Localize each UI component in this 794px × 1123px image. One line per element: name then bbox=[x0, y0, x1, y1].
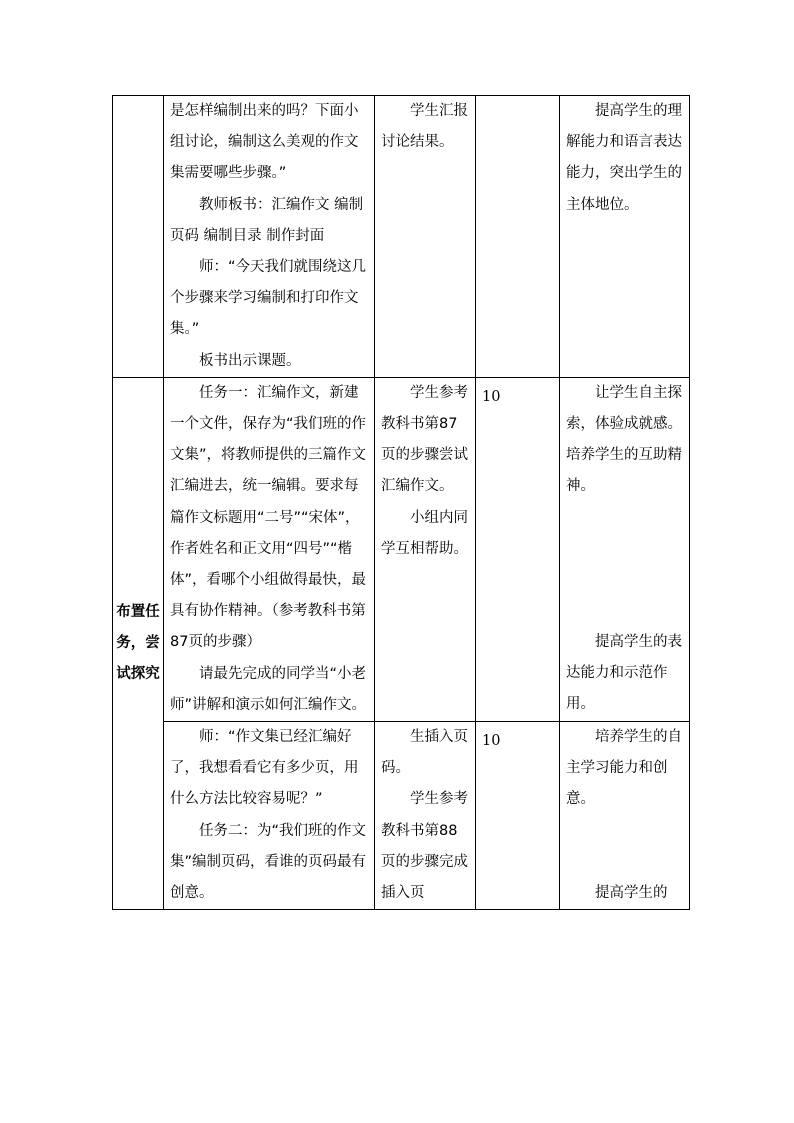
time-cell: 10 bbox=[476, 377, 560, 721]
table-row bbox=[113, 722, 690, 910]
paragraph: 学生汇报讨论结果。 bbox=[381, 103, 468, 151]
paragraph: 提高学生的 bbox=[595, 884, 668, 901]
design-intent-cell bbox=[560, 377, 690, 721]
paragraph: 小组内同学互相帮助。 bbox=[381, 509, 468, 557]
time-cell bbox=[476, 96, 560, 378]
teacher-activity-cell bbox=[164, 377, 375, 721]
student-activity-cell bbox=[375, 96, 476, 378]
table-row bbox=[113, 96, 690, 378]
stage-cell: 布置任务，尝试探究 bbox=[113, 377, 164, 909]
paragraph: 学生参考教科书第88页的步骤完成插入页 bbox=[381, 791, 468, 902]
lesson-plan-table bbox=[112, 95, 690, 910]
spacer bbox=[566, 503, 685, 627]
paragraph: 学生参考教科书第87页的步骤尝试汇编作文。 bbox=[381, 384, 468, 495]
paragraph: 板书出示课题。 bbox=[199, 352, 301, 369]
paragraph: 让学生自主探索，体验成就感。培养学生的互助精神。 bbox=[566, 384, 682, 495]
paragraph: 生插入页码。 bbox=[381, 729, 468, 777]
paragraph: 教师板书：汇编作文 编制页码 编制目录 制作封面 bbox=[170, 196, 364, 244]
table-row bbox=[113, 377, 690, 721]
paragraph: 是怎样编制出来的吗？下面小组讨论，编制这么美观的作文集需要哪些步骤。” bbox=[170, 103, 359, 182]
paragraph: 任务二：为“我们班的作文集”编制页码，看谁的页码最有创意。 bbox=[170, 822, 367, 902]
time-cell: 10 bbox=[476, 722, 560, 910]
paragraph: 请最先完成的同学当“小老师”讲解和演示如何汇编作文。 bbox=[170, 665, 367, 713]
teacher-activity-cell bbox=[164, 722, 375, 910]
paragraph: 师：“作文集已经汇编好了，我想看看它有多少页，用什么方法比较容易呢？” bbox=[170, 729, 359, 808]
design-intent-cell bbox=[560, 722, 690, 910]
paragraph: 培养学生的自主学习能力和创意。 bbox=[566, 729, 682, 808]
student-activity-cell bbox=[375, 722, 476, 910]
paragraph: 师：“今天我们就围绕这几个步骤来学习编制和打印作文集。” bbox=[170, 259, 367, 338]
paragraph: 提高学生的理解能力和语言表达能力，突出学生的主体地位。 bbox=[566, 103, 682, 213]
teacher-activity-cell bbox=[164, 96, 375, 378]
design-intent-cell bbox=[560, 96, 690, 378]
paragraph: 提高学生的表达能力和示范作用。 bbox=[566, 633, 682, 713]
spacer bbox=[566, 816, 685, 878]
paragraph: 任务一：汇编作文，新建一个文件，保存为“我们班的作文集”，将教师提供的三篇作文汇编进去，统一编辑。要求每篇作文标题用“二号”“宋体”，作者姓名和正文用“四号”“楷体”，看哪个小组做得最快，最具有协作精神。（参考教科书第87页的步骤） bbox=[170, 384, 367, 651]
student-activity-cell bbox=[375, 377, 476, 721]
stage-cell bbox=[113, 96, 164, 378]
